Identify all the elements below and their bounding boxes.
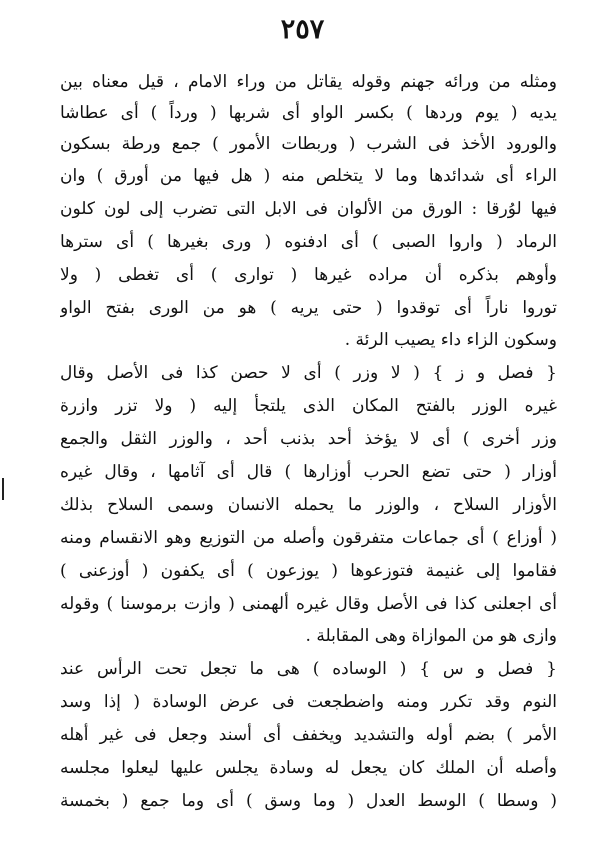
text-line: أوزار ( حتى تضع الحرب أوزارها ) قال أى آثامها ، وقال غيره <box>60 462 557 482</box>
text-line: النوم وقد تكرر ومنه واضطجعت فى عرض الوسادة ( إذا وسد <box>60 692 557 712</box>
page-number: ٢٥٧ <box>280 14 325 45</box>
text-line: توروا ناراً أى توقدوا ( حتى يريه ) هو من الورى بفتح الواو <box>60 298 557 318</box>
text-line: وازى هو من الموازاة وهى المقابلة . <box>305 626 557 646</box>
section-heading-line: { فصل و س } ( الوساده ) هى ما تجعل تحت الرأس عند <box>60 659 557 679</box>
text-line: غيره الوزر بالفتح المكان الذى يلتجأ إليه ( ولا تزر وازرة <box>60 396 557 416</box>
text-line: فقاموا إلى غنيمة فتوزعوها ( يوزعون ) أى يكفون ( أوزعنى ) <box>60 561 557 581</box>
text-line: وأصله أن الملك كان يجعل له وسادة يجلس عليها ليعلوا مجلسه <box>60 758 557 778</box>
text-line: الراء أى شدائدها وما لا يتخلص منه ( هل فيها من أورق ) وان <box>60 166 557 186</box>
margin-mark <box>2 478 4 500</box>
text-line: فيها لوُرقا : الورق من الألوان فى الابل التى تضرب إلى لون كلون <box>60 199 557 219</box>
text-line: ومثله من ورائه جهنم وقوله يقاتل من وراء الامام ، قيل معناه بين <box>60 72 557 92</box>
text-line: الأمر ) بضم أوله والتشديد ويخفف أى أسند وجعل فى غير أهله <box>60 725 557 745</box>
text-line: ( وسطا ) الوسط العدل ( وما وسق ) أى وما جمع ( بخمسة <box>60 791 557 811</box>
text-line: الرماد ( واروا الصبى ) أى ادفنوه ( ورى بغيرها ) أى سترها <box>60 232 557 252</box>
text-line: وزر أخرى ) أى لا يؤخذ أحد بذنب أحد ، والوزر الثقل والجمع <box>60 429 557 449</box>
section-heading-line: { فصل و ز } ( لا وزر ) أى لا حصن كذا فى الأصل وقال <box>60 363 557 383</box>
text-line: أى اجعلنى كذا فى الأصل وقال غيره ألهمنى ( وازت برموسنا ) وقوله <box>60 594 557 614</box>
text-line: الأوزار السلاح ، والوزر ما يحمله الانسان وسمى السلاح بذلك <box>60 495 557 515</box>
text-line: ( أوزاع ) أى جماعات متفرقون وأصله من التوزيع وهو الانقسام ومنه <box>60 528 557 548</box>
text-line: وأوهم بذكره أن مراده غيرها ( توارى ) أى تغطى ( ولا <box>60 265 557 285</box>
text-line: وسكون الزاء داء يصيب الرئة . <box>344 330 557 350</box>
text-line: والورود الأخذ فى الشرب ( وربطات الأمور ) جمع ورطة بسكون <box>60 134 557 154</box>
text-line: يديه ( يوم وردها ) بكسر الواو أى شربها ( ورداً ) أى عطاشا <box>60 103 557 123</box>
